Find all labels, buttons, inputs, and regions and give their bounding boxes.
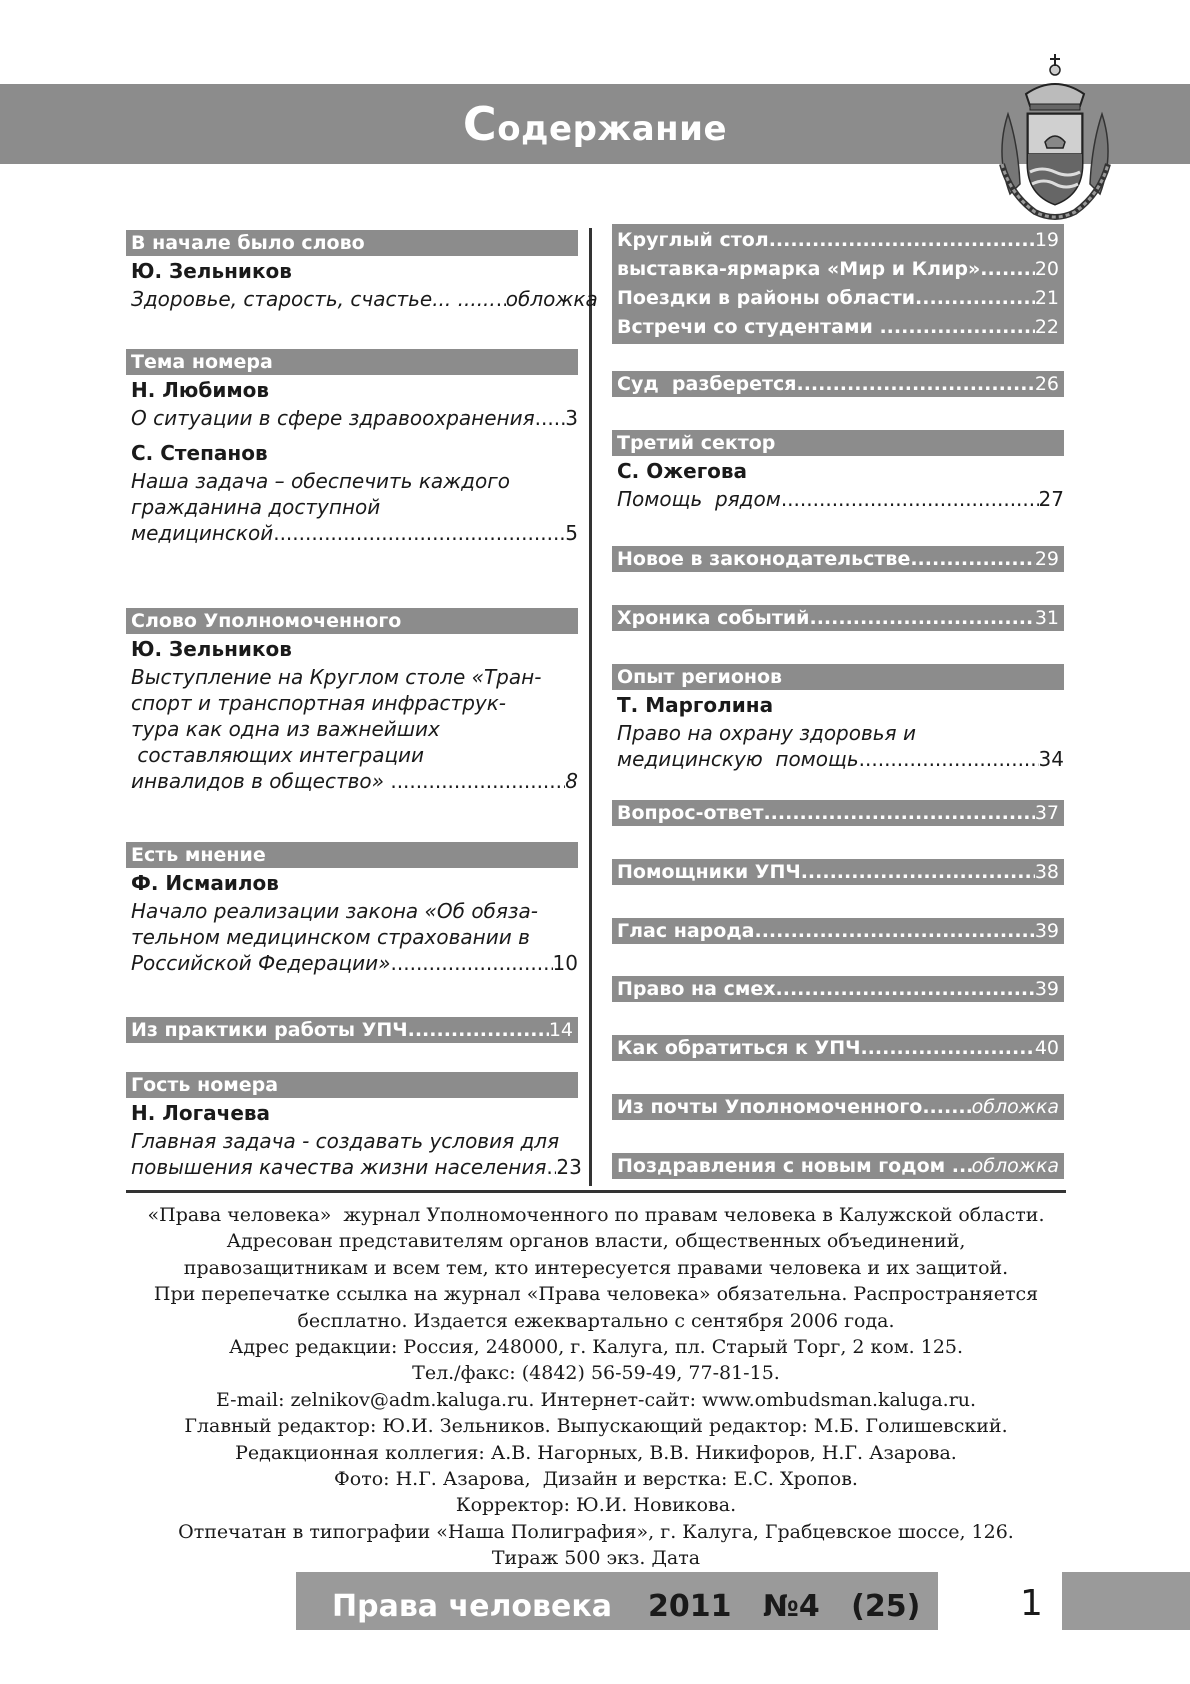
toc-page-number: 3 [565, 406, 578, 430]
toc-entry [612, 1035, 1064, 1061]
toc-entry [126, 842, 578, 976]
imprint [126, 1202, 1066, 1572]
toc-leader-dots [391, 950, 553, 976]
toc-page-number: 27 [1038, 487, 1064, 511]
toc-page-number: обложка [971, 1096, 1059, 1118]
toc-page-number: 40 [1034, 1037, 1059, 1059]
toc-section-label: Глас народа [617, 920, 755, 942]
toc-article-line [126, 1154, 582, 1180]
toc-leader-dots [390, 768, 565, 794]
toc-article-title: Российской Федерации» [131, 951, 391, 975]
toc-section-header [126, 230, 578, 256]
toc-section-label: Вопрос-ответ [617, 802, 764, 824]
imprint-line: Адрес редакции: Россия, 248000, г. Калуга, пл. Старый Торг, 2 ком. 125. [228, 1336, 964, 1359]
toc-leader-dots [535, 405, 566, 431]
toc-article-title: тура как одна из важнейших [131, 717, 440, 741]
toc-leader-dots [980, 255, 1035, 284]
toc-page-number: 39 [1034, 920, 1059, 942]
imprint-line: Фото: Н.Г. Азарова, Дизайн и верстка: Е.С. Хропов. [334, 1468, 858, 1491]
toc-article-line [126, 950, 578, 976]
toc-article-title: медицинской [131, 521, 274, 545]
toc-section-label: Хроника событий [617, 607, 810, 629]
toc-article-line [126, 716, 578, 742]
toc-section-header [612, 226, 1064, 255]
toc-section-label: Опыт регионов [617, 666, 783, 688]
toc-section-header [612, 859, 1064, 885]
toc-article-title: тельном медицинском страховании в [131, 925, 530, 949]
toc-section-label: Тема номера [131, 351, 273, 373]
toc-entry [612, 664, 1064, 772]
toc-author: Н. Логачева [131, 1101, 271, 1125]
toc-article-title: Право на охрану здоровья и [617, 721, 916, 745]
page-number: 1 [1020, 1583, 1043, 1624]
imprint-line: При перепечатке ссылка на журнал «Права человека» обязательна. Распространяется [153, 1283, 1039, 1306]
imprint-line: «Права человека» журнал Уполномоченного по правам человека в Калужской области. [147, 1204, 1045, 1226]
toc-page-number: 34 [1038, 747, 1064, 771]
imprint-line: E-mail: zelnikov@adm.kaluga.ru. Интернет-сайт: www.ombudsman.kaluga.ru. [215, 1388, 977, 1411]
toc-page-number: 22 [1034, 316, 1059, 338]
toc-section-label: Помощники УПЧ [617, 861, 801, 883]
toc-section-header [612, 664, 1064, 690]
toc-article-title: повышения качества жизни населения [131, 1155, 547, 1179]
footer-magazine-name: Права человека [332, 1589, 612, 1624]
toc-section-label: Гость номера [131, 1074, 279, 1096]
toc-page-number: 5 [565, 521, 578, 545]
toc-section-label: Третий сектор [617, 432, 776, 454]
page-title-initial: С [462, 97, 498, 151]
toc-page-number: 29 [1034, 548, 1059, 570]
toc-article-line [126, 768, 578, 794]
imprint-line: Адресован представителям органов власти, общественных объединений, [226, 1230, 966, 1253]
toc-page-number: 37 [1034, 802, 1059, 824]
toc-section-header [612, 800, 1064, 826]
toc-section-header [612, 255, 1064, 284]
toc-section-header [612, 1094, 1064, 1120]
toc-entry [126, 1072, 582, 1180]
toc-leader-dots [859, 746, 1039, 772]
toc-article-title: Выступление на Круглом столе «Тран- [131, 665, 542, 689]
coat-of-arms-icon [990, 44, 1120, 224]
toc-article-title: инвалидов в общество» [131, 769, 391, 793]
toc-section-header [612, 430, 1064, 456]
toc-article-line [126, 742, 578, 768]
toc-entry [612, 800, 1064, 826]
toc-section-header [126, 842, 578, 868]
toc-entry [612, 918, 1064, 944]
toc-entry [612, 430, 1064, 512]
toc-page-number: 14 [548, 1019, 573, 1041]
toc-article-title: составляющих интеграции [131, 743, 425, 767]
toc-section-header [612, 546, 1064, 572]
toc-entry [126, 438, 578, 546]
toc-article-title: гражданина доступной [131, 495, 381, 519]
toc-group-kruglyi-stol [612, 224, 1064, 344]
toc-author: Ю. Зельников [131, 259, 292, 283]
toc-article-title: медицинскую помощь [617, 747, 859, 771]
imprint-line: Редакционная коллегия: А.В. Нагорных, В.В. Никифоров, Н.Г. Азарова. [235, 1441, 957, 1464]
toc-section-label: Как обратиться к УПЧ [617, 1037, 861, 1059]
toc-page-number: 21 [1034, 287, 1059, 309]
toc-page-number: обложка [971, 1155, 1059, 1177]
imprint-line: Тел./факс: (4842) 56-59-49, 77-81-15. [412, 1362, 780, 1385]
toc-section-label: Есть мнение [131, 844, 266, 866]
toc-entry [126, 608, 578, 794]
toc-leader-dots [879, 313, 1034, 342]
toc-leader-dots [915, 284, 1035, 313]
toc-section-header [612, 284, 1064, 313]
toc-entry [612, 976, 1064, 1002]
toc-leader-dots [860, 1035, 1034, 1061]
toc-section-label: В начале было слово [131, 232, 365, 254]
toc-section-label: Право на смех [617, 978, 776, 1000]
toc-author: Ю. Зельников [131, 637, 292, 661]
toc-article-line [126, 1128, 578, 1154]
toc-section-label: выставка-ярмарка «Мир и Клир» [617, 258, 981, 280]
page-title-rest: одержание [497, 109, 728, 149]
toc-author: Ф. Исмаилов [131, 871, 279, 895]
toc-article-line [126, 405, 578, 431]
toc-section-label: Суд разберется [617, 373, 797, 395]
toc-author: С. Ожегова [617, 459, 748, 483]
toc-section-header [612, 605, 1064, 631]
toc-leader-dots [809, 605, 1034, 631]
toc-page-number: 8 [565, 769, 578, 793]
imprint-line: правозащитникам и всем тем, кто интересуется правами человека и их защитой. [183, 1256, 1009, 1279]
toc-leader-dots [763, 800, 1034, 826]
toc-article-line [612, 746, 1064, 772]
toc-section-label: Слово Уполномоченного [131, 610, 402, 632]
toc-section-header [126, 1017, 578, 1043]
toc-article-line [126, 468, 578, 494]
toc-article-line [126, 924, 578, 950]
column-divider [589, 228, 592, 1186]
toc-section-label: Поздравления с новым годом [617, 1155, 952, 1177]
toc-author: Н. Любимов [131, 378, 270, 402]
imprint-divider [126, 1190, 1066, 1193]
toc-page-number: 10 [552, 951, 578, 975]
toc-entry [612, 546, 1064, 572]
toc-entry [126, 349, 578, 431]
toc-page-number: обложка [505, 287, 598, 311]
toc-section-header [612, 918, 1064, 944]
toc-entry [612, 371, 1064, 397]
toc-section-label: Из почты Уполномоченного [617, 1096, 923, 1118]
toc-section-header [612, 1035, 1064, 1061]
toc-entry [612, 1094, 1064, 1120]
toc-leader-dots [776, 976, 1035, 1002]
toc-section-label: Новое в законодательстве [617, 548, 911, 570]
toc-article-title: Главная задача - создавать условия для [131, 1129, 560, 1153]
imprint-line: бесплатно. Издается ежеквартально с сентября 2006 года. [297, 1309, 895, 1332]
toc-article-line [126, 520, 578, 546]
toc-article-line [126, 898, 578, 924]
toc-page-number: 39 [1034, 978, 1059, 1000]
toc-entry [612, 605, 1064, 631]
toc-entry [612, 859, 1064, 885]
toc-entry [126, 230, 598, 312]
toc-page-number: 38 [1034, 861, 1059, 883]
toc-section-label: Из практики работы УПЧ [131, 1019, 408, 1041]
toc-section-header [612, 976, 1064, 1002]
toc-leader-spacer [496, 286, 506, 312]
toc-page-number: 23 [556, 1155, 582, 1179]
toc-section-header [126, 608, 578, 634]
toc-page-number: 26 [1034, 373, 1059, 395]
toc-leader-dots [952, 1153, 972, 1179]
toc-leader-dots [922, 1094, 971, 1120]
toc-leader-dots [769, 226, 1035, 255]
footer-corner-band [1062, 1572, 1190, 1630]
toc-article-title: Здоровье, старость, счастье... ...... [131, 287, 496, 311]
toc-section-header [612, 371, 1064, 397]
toc-article-line [612, 720, 1064, 746]
toc-leader-dots [796, 371, 1034, 397]
toc-entry [612, 1153, 1064, 1179]
toc-section-label: Круглый стол [617, 229, 769, 251]
footer-issue: 2011 №4 (25) [648, 1589, 921, 1624]
toc-article-line [612, 486, 1064, 512]
toc-leader-dots [781, 486, 1039, 512]
toc-section-header [612, 313, 1064, 342]
toc-section-header [126, 349, 578, 375]
toc-entry [126, 1017, 578, 1043]
imprint-line: Корректор: Ю.И. Новикова. [455, 1494, 737, 1517]
toc-leader-dots [273, 520, 565, 546]
imprint-line: Отпечатан в типографии «Наша Полиграфия», г. Калуга, Грабцевское шоссе, 126. [178, 1520, 1014, 1543]
toc-article-line [126, 494, 578, 520]
toc-article-line [126, 690, 578, 716]
toc-section-header [612, 1153, 1064, 1179]
toc-page-number: 19 [1034, 229, 1059, 251]
toc-page-number: 20 [1034, 258, 1059, 280]
toc-leader-dots [408, 1017, 549, 1043]
toc-article-line [126, 286, 598, 312]
toc-article-line [126, 664, 578, 690]
toc-page-number: 31 [1034, 607, 1059, 629]
toc-article-title: Наша задача – обеспечить каждого [131, 469, 510, 493]
toc-section-label: Встречи со студентами [617, 316, 880, 338]
imprint-line: Тираж 500 экз. Дата [491, 1547, 701, 1570]
toc-article-title: О ситуации в сфере здравоохранения [131, 406, 535, 430]
toc-leader-dots [910, 546, 1034, 572]
toc-article-title: Начало реализации закона «Об обяза- [131, 899, 539, 923]
toc-leader-dots [801, 859, 1035, 885]
toc-leader-dots [755, 918, 1035, 944]
toc-article-title: спорт и транспортная инфраструк- [131, 691, 507, 715]
toc-author: С. Степанов [131, 441, 268, 465]
footer [296, 1572, 938, 1630]
toc-author: Т. Марголина [617, 693, 774, 717]
toc-section-label: Поездки в районы области [617, 287, 916, 309]
imprint-line: Главный редактор: Ю.И. Зельников. Выпускающий редактор: М.Б. Голишевский. [184, 1415, 1008, 1438]
toc-section-header [126, 1072, 578, 1098]
toc-article-title: Помощь рядом [617, 487, 781, 511]
toc-leader-dots [546, 1154, 556, 1180]
